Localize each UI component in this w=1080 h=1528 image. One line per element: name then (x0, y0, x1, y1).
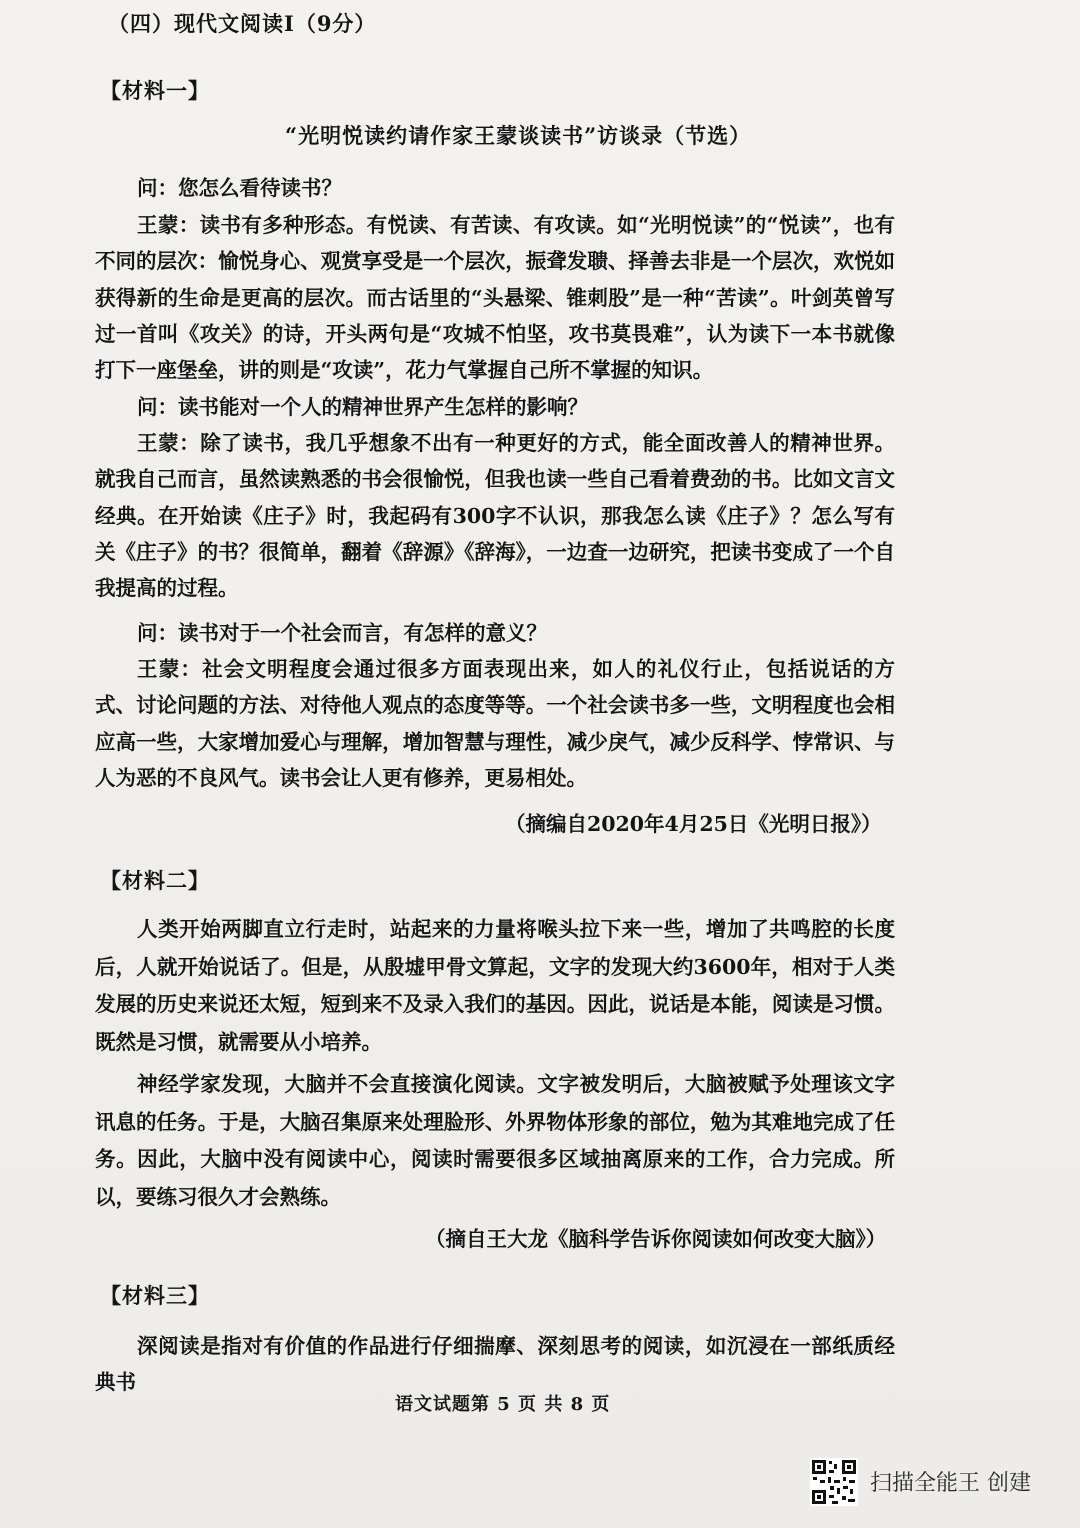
question-1: 问：您怎么看待读书？ (137, 176, 342, 200)
watermark-text: 扫描全能王 创建 (870, 1471, 1031, 1496)
question-2: 问：读书能对一个人的精神世界产生怎样的影响？ (137, 395, 588, 419)
material1-label: 【材料一】 (100, 78, 210, 103)
qr-code-icon (810, 1458, 858, 1506)
answer-1: 王蒙：读书有多种形态。有悦读、有苦读、有攻读。如“光明悦读”的“悦读”，也有不同的层次：愉悦身心、观赏享受是一个层次，振聋发聩、择善去非是一个层次，欢悦如获得新的生命是更高的层次。而古话里的“头悬梁、锥刺股”是一种“苦读”。叶剑英曾写过一首叫《攻关》的诗，开头两句是“攻城不怕坚，攻书莫畏难”，认为读下一本书就像打下一座堡垒，讲的则是“攻读”，花力气掌握自己所不掌握的知识。 (95, 213, 895, 383)
material2-source: （摘自王大龙《脑科学告诉你阅读如何改变大脑》） (425, 1227, 887, 1251)
material1-title: “光明悦读约请作家王蒙谈读书”访谈录（节选） (285, 123, 752, 148)
section-title: （四）现代文阅读Ⅰ（9分） (108, 11, 377, 36)
scanner-watermark (810, 1458, 1060, 1506)
material3-label: 【材料三】 (100, 1283, 210, 1308)
question-3: 问：读书对于一个社会而言，有怎样的意义？ (137, 621, 547, 645)
material1-source: （摘编自2020年4月25日《光明日报》） (505, 812, 882, 836)
answer-3: 王蒙：社会文明程度会通过很多方面表现出来，如人的礼仪行止，包括说话的方式、讨论问题的方法、对待他人观点的态度等等。一个社会读书多一些，文明程度也会相应高一些，大家增加爱心与理解，增加智慧与理性，减少戾气，减少反科学、悖常识、与人为恶的不良风气。读书会让人更有修养，更易相处。 (95, 657, 895, 790)
material3-paragraph-1: 深阅读是指对有价值的作品进行仔细揣摩、深刻思考的阅读，如沉浸在一部纸质经典书 (95, 1334, 895, 1395)
material2-paragraph-1: 人类开始两脚直立行走时，站起来的力量将喉头拉下来一些，增加了共鸣腔的长度后，人就开始说话了。但是，从殷墟甲骨文算起，文字的发现大约3600年，相对于人类发展的历史来说还太短，短到来不及录入我们的基因。因此，说话是本能，阅读是习惯。既然是习惯，就需要从小培养。 (95, 917, 895, 1054)
answer-2: 王蒙：除了读书，我几乎想象不出有一种更好的方式，能全面改善人的精神世界。就我自己而言，虽然读熟悉的书会很愉悦，但我也读一些自己看着费劲的书。比如文言文经典。在开始读《庄子》时，我起码有300字不认识，那我怎么读《庄子》？怎么写有关《庄子》的书？很简单，翻着《辞源》《辞海》，一边查一边研究，把读书变成了一个自我提高的过程。 (95, 431, 895, 601)
material2-paragraph-2: 神经学家发现，大脑并不会直接演化阅读。文字被发明后，大脑被赋予处理该文字讯息的任务。于是，大脑召集原来处理脸形、外界物体形象的部位，勉为其难地完成了任务。因此，大脑中没有阅读中心，阅读时需要很多区域抽离原来的工作，合力完成。所以，要练习很久才会熟练。 (95, 1072, 895, 1209)
material2-label: 【材料二】 (100, 868, 210, 893)
page-footer: 语文试题第 5 页 共 8 页 (395, 1394, 611, 1415)
